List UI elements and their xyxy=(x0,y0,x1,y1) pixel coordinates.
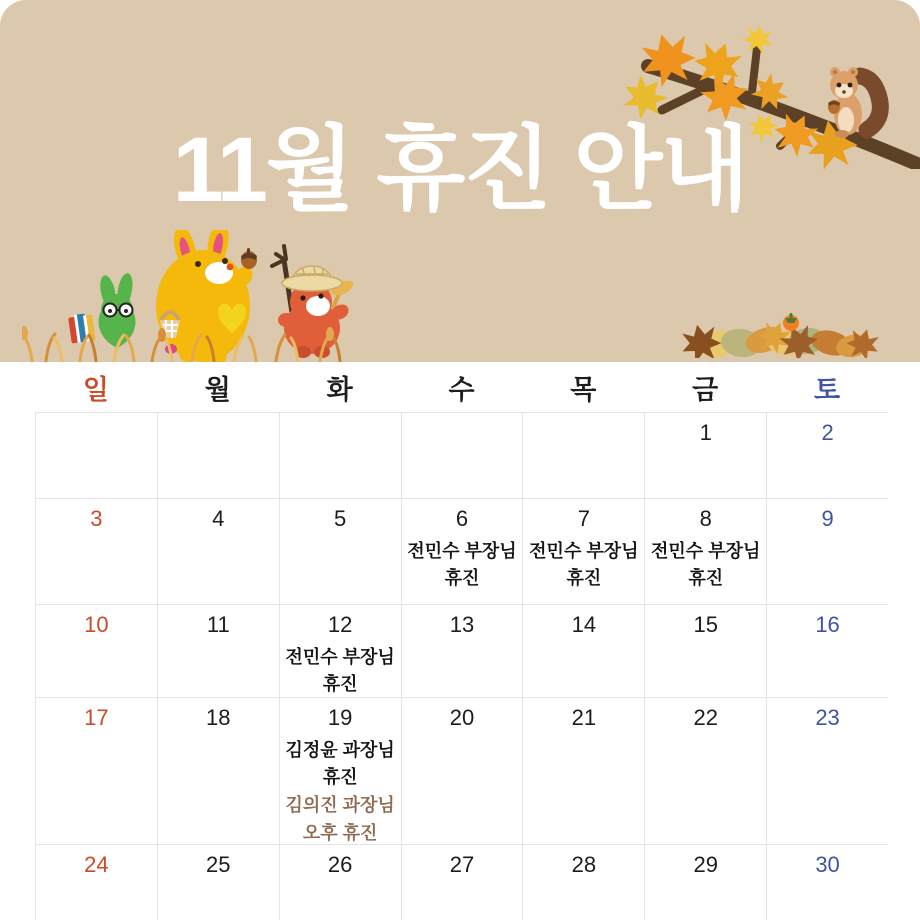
calendar-cell-13[interactable] xyxy=(401,605,523,699)
calendar-cell-21[interactable] xyxy=(522,698,644,848)
calendar-cell-empty xyxy=(522,413,644,498)
calendar-cell-empty xyxy=(401,413,523,498)
week-row-3 xyxy=(35,604,888,697)
date-number: 11 xyxy=(206,612,230,637)
day-header-화: 화 xyxy=(326,374,353,405)
day-header-금: 금 xyxy=(692,374,719,405)
calendar-cell-30[interactable] xyxy=(766,845,888,920)
date-number: 26 xyxy=(327,852,353,877)
date-number: 8 xyxy=(699,506,712,531)
calendar-cell-empty xyxy=(35,413,157,498)
date-number: 28 xyxy=(571,852,597,877)
holiday-note: 전민수 부장님 휴진 xyxy=(529,540,639,589)
date-number: 23 xyxy=(815,705,840,730)
date-number: 2 xyxy=(821,420,834,445)
calendar-cell-22[interactable] xyxy=(644,698,766,848)
date-number: 13 xyxy=(449,612,475,637)
date-number: 22 xyxy=(693,705,718,730)
header-banner xyxy=(0,0,920,362)
date-number: 12 xyxy=(327,612,353,637)
calendar-cell-19[interactable] xyxy=(279,698,401,848)
week-row-4 xyxy=(35,697,888,844)
persimmon-icon xyxy=(783,313,799,331)
calendar-cell-24[interactable] xyxy=(35,845,157,920)
calendar-cell-15[interactable] xyxy=(644,605,766,699)
calendar-cell-20[interactable] xyxy=(401,698,523,848)
yellow-bunny-icon xyxy=(156,230,257,362)
date-number: 10 xyxy=(84,612,109,637)
straw-hat-cat-icon xyxy=(272,246,355,358)
holiday-note: 김정윤 과장님 휴진 xyxy=(285,739,395,788)
day-header-토: 토 xyxy=(814,374,841,405)
calendar-cell-29[interactable] xyxy=(644,845,766,920)
calendar-cell-23[interactable] xyxy=(766,698,888,848)
day-header-row xyxy=(35,362,888,412)
day-header-수: 수 xyxy=(448,374,475,405)
date-number: 1 xyxy=(699,420,712,445)
date-number: 25 xyxy=(206,852,231,877)
calendar-cell-4[interactable] xyxy=(157,499,279,604)
holiday-note: 전민수 부장님 휴진 xyxy=(407,540,517,589)
date-number: 19 xyxy=(327,705,353,730)
calendar-cell-8[interactable] xyxy=(644,499,766,604)
week-row-2 xyxy=(35,498,888,604)
holiday-note: 전민수 부장님 휴진 xyxy=(285,646,395,695)
date-number: 9 xyxy=(821,506,834,531)
date-number: 16 xyxy=(815,612,840,637)
date-number: 5 xyxy=(334,506,347,531)
day-header-월: 월 xyxy=(204,374,231,405)
date-number: 3 xyxy=(90,506,103,531)
week-row-1 xyxy=(35,412,888,498)
date-number: 27 xyxy=(449,852,475,877)
calendar-cell-2[interactable] xyxy=(766,413,888,498)
calendar-cell-14[interactable] xyxy=(522,605,644,699)
date-number: 20 xyxy=(449,705,475,730)
date-number: 6 xyxy=(455,506,469,531)
calendar-cell-3[interactable] xyxy=(35,499,157,604)
calendar xyxy=(35,362,888,920)
day-header-목: 목 xyxy=(570,374,597,405)
holiday-note: 전민수 부장님 휴진 xyxy=(651,540,761,589)
calendar-cell-5[interactable] xyxy=(279,499,401,604)
calendar-cell-7[interactable] xyxy=(522,499,644,604)
calendar-cell-9[interactable] xyxy=(766,499,888,604)
holiday-note: 김의진 과장님 오후 휴진 xyxy=(285,795,395,844)
calendar-cell-11[interactable] xyxy=(157,605,279,699)
calendar-cell-25[interactable] xyxy=(157,845,279,920)
date-number: 30 xyxy=(815,852,840,877)
week-row-5 xyxy=(35,844,888,920)
harvest-characters-icon xyxy=(22,230,357,362)
leaf-pile-icon xyxy=(673,310,888,358)
date-number: 7 xyxy=(577,506,590,531)
calendar-cell-27[interactable] xyxy=(401,845,523,920)
calendar-grid xyxy=(35,412,888,920)
date-number: 17 xyxy=(84,705,109,730)
date-number: 18 xyxy=(206,705,231,730)
calendar-cell-10[interactable] xyxy=(35,605,157,699)
calendar-cell-28[interactable] xyxy=(522,845,644,920)
date-number: 4 xyxy=(212,506,225,531)
calendar-cell-1[interactable] xyxy=(644,413,766,498)
day-header-일: 일 xyxy=(82,374,109,405)
date-number: 15 xyxy=(693,612,718,637)
poster-title: 11월 휴진 안내 xyxy=(172,119,748,221)
calendar-cell-18[interactable] xyxy=(157,698,279,848)
calendar-cell-17[interactable] xyxy=(35,698,157,848)
calendar-cell-26[interactable] xyxy=(279,845,401,920)
date-number: 14 xyxy=(571,612,597,637)
calendar-cell-empty xyxy=(157,413,279,498)
calendar-cell-16[interactable] xyxy=(766,605,888,699)
date-number: 21 xyxy=(571,705,597,730)
calendar-cell-12[interactable] xyxy=(279,605,401,699)
calendar-cell-empty xyxy=(279,413,401,498)
calendar-cell-6[interactable] xyxy=(401,499,523,604)
date-number: 29 xyxy=(693,852,718,877)
date-number: 24 xyxy=(84,852,109,877)
